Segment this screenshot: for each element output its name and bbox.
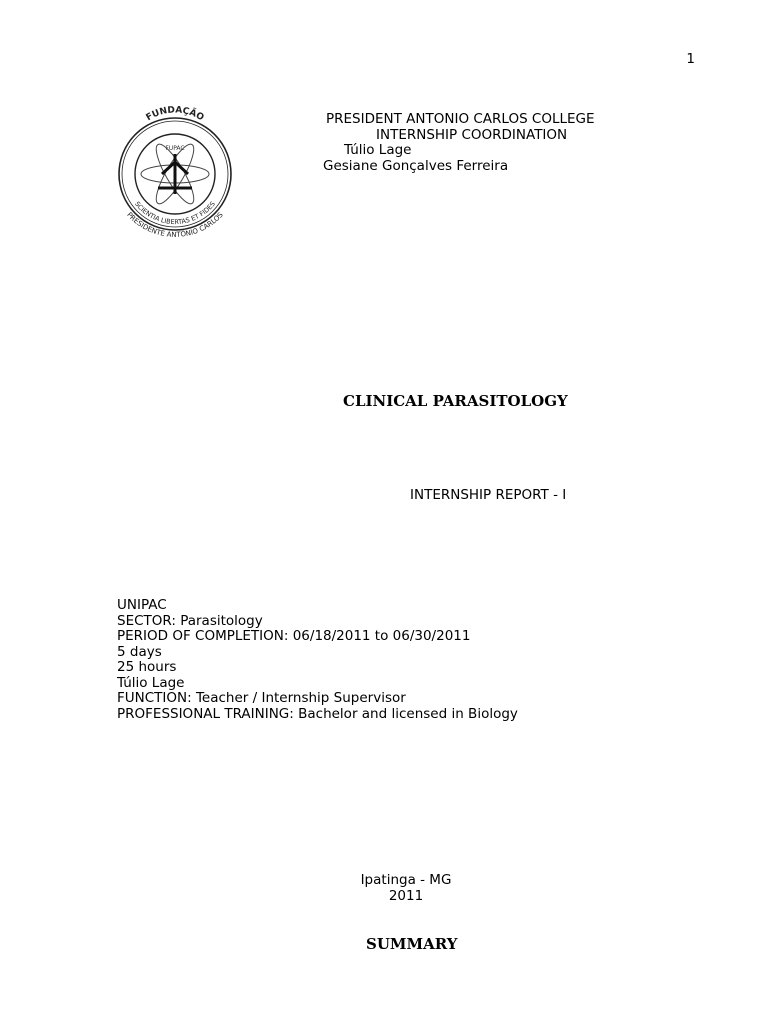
logo-inner-text: FUPAC bbox=[165, 145, 185, 152]
report-details bbox=[117, 598, 518, 722]
page-number: 1 bbox=[686, 51, 695, 67]
detail-line: Túlio Lage bbox=[117, 674, 185, 691]
location-block bbox=[306, 873, 506, 904]
fundacao-logo-seal bbox=[112, 104, 238, 238]
logo-top-text: FUNDAÇÃO bbox=[144, 105, 206, 124]
detail-line: SECTOR: Parasitology bbox=[117, 612, 263, 629]
summary-heading: SUMMARY bbox=[366, 935, 458, 953]
student-name: Gesiane Gonçalves Ferreira bbox=[323, 158, 509, 174]
detail-line: UNIPAC bbox=[117, 597, 167, 613]
coordinator-name: Túlio Lage bbox=[344, 142, 412, 158]
detail-line: FUNCTION: Teacher / Internship Supervisor bbox=[117, 690, 406, 706]
document-title: CLINICAL PARASITOLOGY bbox=[343, 392, 568, 410]
detail-line: 5 days bbox=[117, 643, 162, 660]
logo-motto: SCIENTIA LIBERTAS ET FIDES bbox=[133, 199, 217, 227]
report-subtitle: INTERNSHIP REPORT - I bbox=[410, 487, 567, 503]
detail-line: PERIOD OF COMPLETION: 06/18/2011 to 06/30/2011 bbox=[117, 628, 471, 644]
department-name: INTERNSHIP COORDINATION bbox=[376, 127, 568, 143]
logo-emblem-icon bbox=[158, 154, 192, 194]
location-year: 2011 bbox=[388, 887, 424, 904]
logo-bottom-text: PRESIDENTE ANTÔNIO CARLOS bbox=[125, 210, 225, 238]
location-city: Ipatinga - MG bbox=[360, 872, 452, 888]
institution-name: PRESIDENT ANTONIO CARLOS COLLEGE bbox=[326, 111, 595, 127]
detail-line: 25 hours bbox=[117, 659, 177, 675]
detail-line: PROFESSIONAL TRAINING: Bachelor and licensed in Biology bbox=[117, 705, 518, 722]
